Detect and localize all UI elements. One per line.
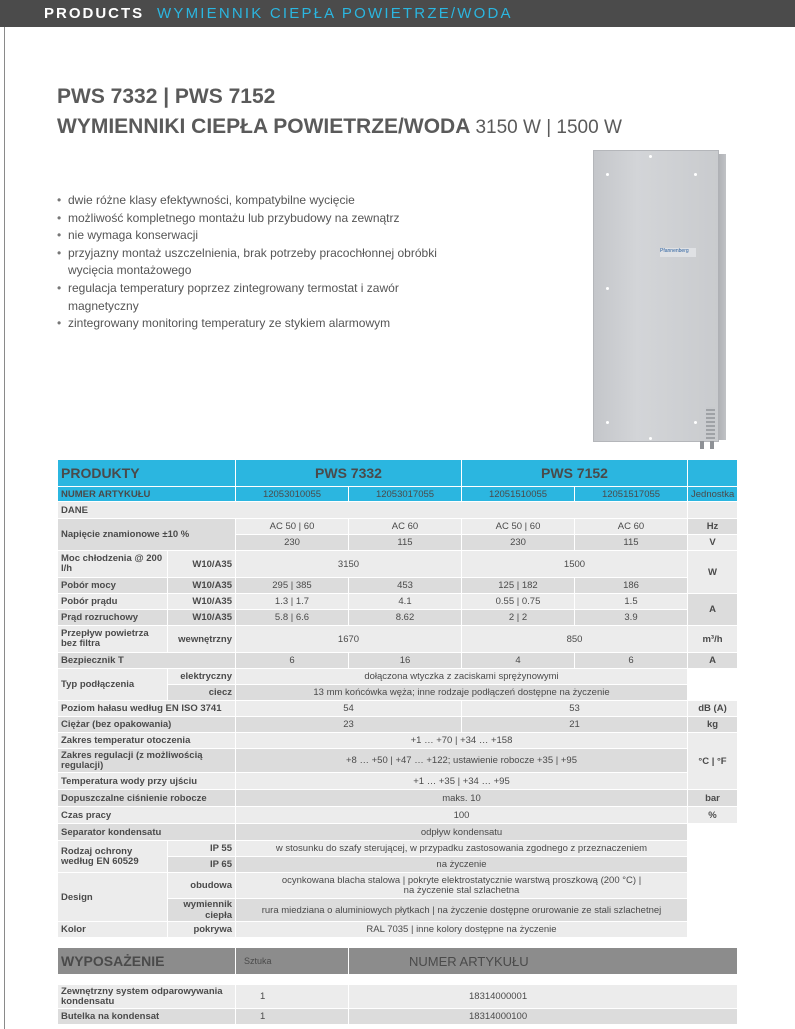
header-blank — [688, 460, 738, 487]
article-number: 12051510055 — [462, 487, 575, 502]
cooling-condition: W10/A35 — [168, 551, 236, 578]
voltage-label: Napięcie znamionowe ±10 % — [58, 519, 236, 551]
article-row — [58, 487, 738, 502]
current-condition: W10/A35 — [168, 594, 236, 610]
screw-icon — [694, 173, 697, 176]
table-row — [58, 626, 738, 653]
value-cell: 13 mm końcówka węża; inne rodzaje podłączeń dostępne na życzenie — [236, 685, 688, 701]
product-image-side — [718, 154, 726, 440]
empty-cell — [688, 669, 738, 701]
power-draw-label: Pobór mocy — [58, 578, 168, 594]
table-row — [58, 807, 738, 824]
value-cell: 21 — [462, 717, 688, 733]
article-number: 12053017055 — [349, 487, 462, 502]
feature-item: • dwie różne klasy efektywności, kompatybilne wycięcie — [57, 192, 457, 210]
product-power: 3150 W | 1500 W — [475, 117, 622, 138]
design-label: Design — [58, 873, 168, 922]
table-row — [58, 578, 738, 594]
value-cell: 6 — [575, 653, 688, 669]
screw-icon — [606, 421, 609, 424]
top-bar — [0, 0, 795, 27]
category-label: PRODUCTS — [44, 5, 145, 22]
ip65-label: IP 65 — [168, 857, 236, 873]
value-cell: odpływ kondensatu — [236, 824, 688, 841]
model-a-header: PWS 7332 — [236, 460, 462, 487]
value-cell: 453 — [349, 578, 462, 594]
value-cell: 1500 — [462, 551, 688, 578]
value-cell: 4 — [462, 653, 575, 669]
feature-item: • możliwość kompletnego montażu lub przybudowy na zewnątrz — [57, 210, 457, 228]
value-cell: 6 — [236, 653, 349, 669]
products-header: PRODUKTY — [58, 460, 236, 487]
product-name: WYMIENNIKI CIEPŁA POWIETRZE/WODA — [57, 115, 470, 138]
table-row — [58, 922, 738, 938]
product-models-heading: PWS 7332 | PWS 7152 — [57, 85, 276, 108]
table-row — [58, 841, 738, 857]
table-row — [58, 610, 738, 626]
table-row — [58, 873, 738, 899]
feature-item: • zintegrowany monitoring temperatury ze stykiem alarmowym — [57, 315, 457, 333]
connection-label: Typ podłączenia — [58, 669, 168, 701]
accessories-article-header: NUMER ARTYKUŁU — [349, 948, 738, 975]
empty-cell — [688, 502, 738, 519]
article-number: 12053010055 — [236, 487, 349, 502]
spacer-cell — [58, 938, 738, 948]
pressure-label: Dopuszczalne ciśnienie robocze — [58, 790, 236, 807]
table-row — [58, 519, 738, 535]
value-cell: AC 50 | 60 — [462, 519, 575, 535]
article-label: NUMER ARTYKUŁU — [58, 487, 236, 502]
airflow-condition: wewnętrzny — [168, 626, 236, 653]
cooling-label: Moc chłodzenia @ 200 l/h — [58, 551, 168, 578]
noise-label: Poziom hałasu według EN ISO 3741 — [58, 701, 236, 717]
table-row — [58, 773, 738, 790]
value-cell: 4.1 — [349, 594, 462, 610]
table-row — [58, 790, 738, 807]
value-cell: 186 — [575, 578, 688, 594]
page-edge-line — [4, 27, 5, 1029]
runtime-label: Czas pracy — [58, 807, 236, 824]
accessory-name: Zewnętrzny system odparowywania kondensatu — [58, 985, 236, 1009]
feature-list — [57, 192, 457, 333]
table-row — [58, 594, 738, 610]
unit-cell: A — [688, 653, 738, 669]
table-row — [58, 749, 738, 773]
section-label: DANE — [58, 502, 688, 519]
weight-label: Ciężar (bez opakowania) — [58, 717, 236, 733]
temp-env-label: Zakres temperatur otoczenia — [58, 733, 236, 749]
value-cell: 3.9 — [575, 610, 688, 626]
table-row — [58, 733, 738, 749]
table-row — [58, 717, 738, 733]
value-cell: 16 — [349, 653, 462, 669]
quantity-header: Sztuka — [236, 948, 349, 975]
unit-cell: kg — [688, 717, 738, 733]
spec-table — [57, 459, 738, 1025]
screw-icon — [606, 287, 609, 290]
value-cell: 115 — [575, 535, 688, 551]
startup-label: Prąd rozruchowy — [58, 610, 168, 626]
value-cell: 0.55 | 0.75 — [462, 594, 575, 610]
protection-label: Rodzaj ochrony według EN 60529 — [58, 841, 168, 873]
article-number: 12051517055 — [575, 487, 688, 502]
table-header-row — [58, 460, 738, 487]
connection-electric-label: elektryczny — [168, 669, 236, 685]
value-cell: dołączona wtyczka z zaciskami sprężynowymi — [236, 669, 688, 685]
color-label: Kolor — [58, 922, 168, 938]
unit-cell: °C | °F — [688, 733, 738, 790]
unit-cell: dB (A) — [688, 701, 738, 717]
table-row — [58, 502, 738, 519]
value-cell: 850 — [462, 626, 688, 653]
value-cell: 1670 — [236, 626, 462, 653]
value-cell: 5.8 | 6.6 — [236, 610, 349, 626]
accessory-qty: 1 — [236, 1009, 349, 1025]
accessories-header-row — [58, 948, 738, 975]
value-cell: 125 | 182 — [462, 578, 575, 594]
table-row — [58, 824, 738, 841]
current-label: Pobór prądu — [58, 594, 168, 610]
value-cell: 115 — [349, 535, 462, 551]
temp-reg-label: Zakres regulacji (z możliwością regulacji) — [58, 749, 236, 773]
value-cell: 53 — [462, 701, 688, 717]
table-row — [58, 701, 738, 717]
accessory-row — [58, 985, 738, 1009]
unit-cell: bar — [688, 790, 738, 807]
screw-icon — [694, 421, 697, 424]
page-section-title: WYMIENNIK CIEPŁA POWIETRZE/WODA — [157, 5, 513, 22]
startup-condition: W10/A35 — [168, 610, 236, 626]
table-row — [58, 653, 738, 669]
screw-icon — [649, 155, 652, 158]
value-cell: +1 … +70 | +34 … +158 — [236, 733, 688, 749]
value-cell: AC 60 — [349, 519, 462, 535]
table-spacer — [58, 938, 738, 948]
feature-item: • regulacja temperatury poprzez zintegrowany termostat i zawór magnetyczny — [57, 280, 457, 315]
feature-item: • przyjazny montaż uszczelnienia, brak potrzeby pracochłonnej obróbki wycięcia montażowego — [57, 245, 457, 280]
value-cell: 54 — [236, 701, 462, 717]
value-cell: 1.5 — [575, 594, 688, 610]
fuse-label: Bezpiecznik T — [58, 653, 236, 669]
product-image — [593, 150, 719, 442]
value-cell: maks. 10 — [236, 790, 688, 807]
unit-cell: % — [688, 807, 738, 824]
empty-cell — [688, 824, 738, 938]
housing-value-line: na życzenie stal szlachetna — [403, 884, 520, 896]
value-cell: na życzenie — [236, 857, 688, 873]
value-cell: rura miedziana o aluminiowych płytkach | na życzenie dostępne orurowanie ze stali szlachetnej — [236, 899, 688, 922]
feature-item: • nie wymaga konserwacji — [57, 227, 457, 245]
unit-cell: A — [688, 594, 738, 626]
unit-cell: V — [688, 535, 738, 551]
screw-icon — [649, 437, 652, 440]
accessory-article: 18314000100 — [349, 1009, 738, 1025]
value-cell: AC 60 — [575, 519, 688, 535]
separator-label: Separator kondensatu — [58, 824, 236, 841]
value-cell — [236, 873, 688, 899]
airflow-label: Przepływ powietrza bez filtra — [58, 626, 168, 653]
value-cell: AC 50 | 60 — [236, 519, 349, 535]
value-cell: 230 — [462, 535, 575, 551]
accessories-title: WYPOSAŻENIE — [58, 948, 236, 975]
value-cell: 3150 — [236, 551, 462, 578]
value-cell: +1 … +35 | +34 … +95 — [236, 773, 688, 790]
accessory-name: Butelka na kondensat — [58, 1009, 236, 1025]
connection-liquid-label: ciecz — [168, 685, 236, 701]
value-cell: 23 — [236, 717, 462, 733]
housing-value-line: ocynkowana blacha stalowa | pokryte elektrostatycznie warstwą proszkową (200 °C) | — [281, 874, 642, 886]
housing-label: obudowa — [168, 873, 236, 899]
accessory-article: 18314000001 — [349, 985, 738, 1009]
ip55-label: IP 55 — [168, 841, 236, 857]
value-cell: +8 … +50 | +47 … +122; ustawienie robocze +35 | +95 — [236, 749, 688, 773]
value-cell: 2 | 2 — [462, 610, 575, 626]
table-row — [58, 551, 738, 578]
unit-cell: m³/h — [688, 626, 738, 653]
model-b-header: PWS 7152 — [462, 460, 688, 487]
pipe-connector — [710, 441, 714, 449]
vent-grille — [706, 407, 715, 439]
brand-logo: Pfannenberg — [660, 248, 696, 257]
value-cell: 1.3 | 1.7 — [236, 594, 349, 610]
value-cell: 295 | 385 — [236, 578, 349, 594]
power-draw-condition: W10/A35 — [168, 578, 236, 594]
value-cell: 100 — [236, 807, 688, 824]
table-row — [58, 669, 738, 685]
value-cell: 230 — [236, 535, 349, 551]
pipe-connector — [700, 441, 704, 449]
color-sub-label: pokrywa — [168, 922, 236, 938]
unit-cell: Hz — [688, 519, 738, 535]
value-cell: RAL 7035 | inne kolory dostępne na życzenie — [236, 922, 688, 938]
value-cell: 8.62 — [349, 610, 462, 626]
accessory-row — [58, 1009, 738, 1025]
screw-icon — [606, 173, 609, 176]
spacer-cell — [58, 975, 738, 985]
table-spacer — [58, 975, 738, 985]
water-temp-label: Temperatura wody przy ujściu — [58, 773, 236, 790]
product-name-heading — [57, 115, 622, 139]
value-cell: w stosunku do szafy sterującej, w przypadku zastosowania zgodnego z przeznaczeniem — [236, 841, 688, 857]
exchanger-label: wymiennik ciepła — [168, 899, 236, 922]
accessory-qty: 1 — [236, 985, 349, 1009]
unit-cell: W — [688, 551, 738, 594]
unit-header: Jednostka — [688, 487, 738, 502]
